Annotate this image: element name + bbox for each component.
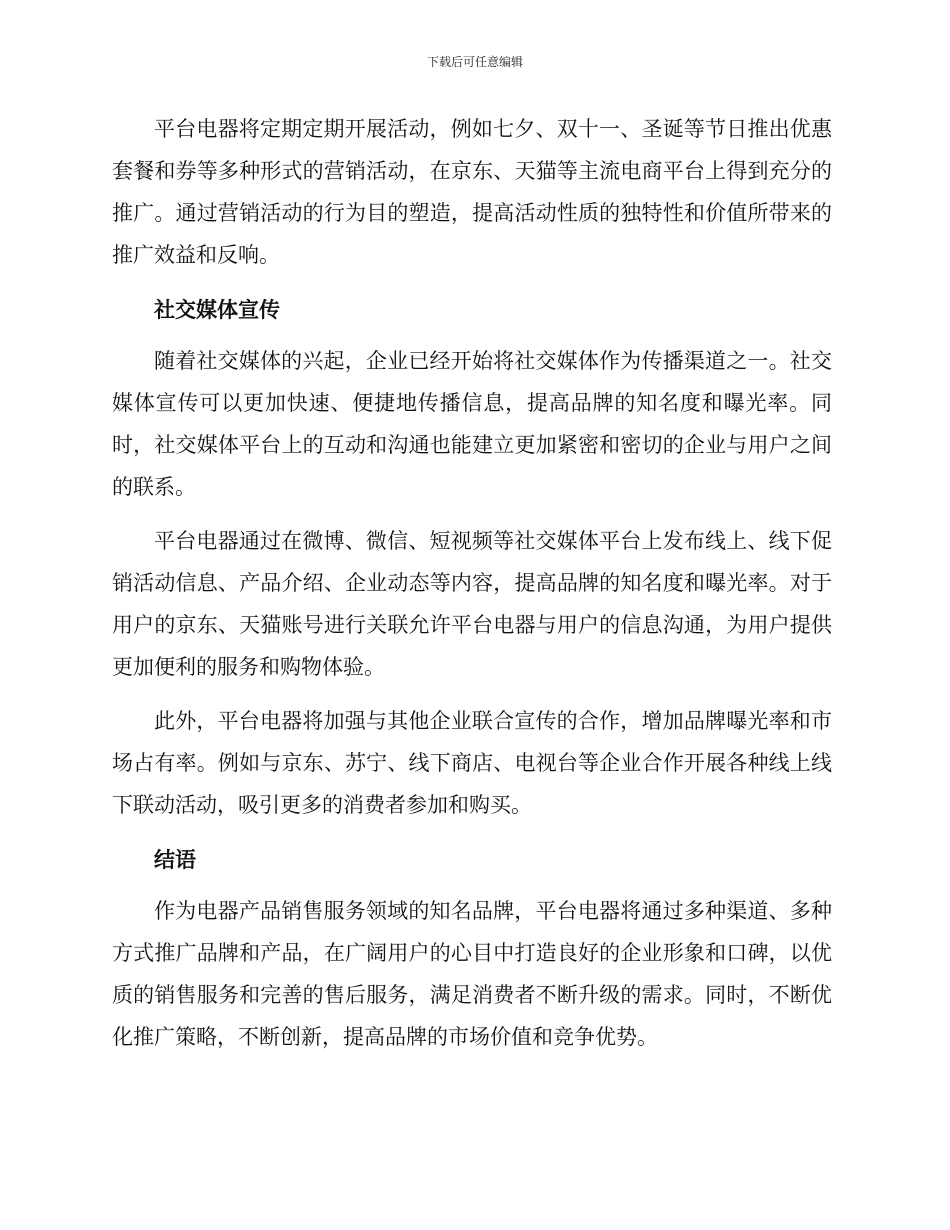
- section-heading-conclusion: 结语: [154, 847, 196, 872]
- paragraph-social-media-platforms: 平台电器通过在微博、微信、短视频等社交媒体平台上发布线上、线下促销活动信息、产品介绍、企业动态等内容，提高品牌的知名度和曝光率。对于用户的京东、天猫账号进行关联允许平台电器与用户的信息沟通，为用户提供更加便利的服务和购物体验。: [112, 529, 832, 679]
- page-header-note: 下载后可任意编辑: [426, 55, 523, 69]
- paragraph-social-media-intro: 随着社交媒体的兴起，企业已经开始将社交媒体作为传播渠道之一。社交媒体宣传可以更加快速、便捷地传播信息，提高品牌的知名度和曝光率。同时，社交媒体平台上的互动和沟通也能建立更加紧密和密切的企业与用户之间的联系。: [112, 349, 832, 499]
- paragraph-marketing-activities: 平台电器将定期定期开展活动，例如七夕、双十一、圣诞等节日推出优惠套餐和券等多种形式的营销活动，在京东、天猫等主流电商平台上得到充分的推广。通过营销活动的行为目的塑造，提高活动性质的独特性和价值所带来的推广效益和反响。: [112, 117, 832, 267]
- section-heading-social-media: 社交媒体宣传: [154, 297, 280, 322]
- paragraph-conclusion: 作为电器产品销售服务领域的知名品牌，平台电器将通过多种渠道、多种方式推广品牌和产品，在广阔用户的心目中打造良好的企业形象和口碑，以优质的销售服务和完善的售后服务，满足消费者不断升级的需求。同时，不断优化推广策略，不断创新，提高品牌的市场价值和竞争优势。: [112, 899, 832, 1049]
- document-body: [112, 108, 832, 1070]
- paragraph-joint-promotion: 此外，平台电器将加强与其他企业联合宣传的合作，增加品牌曝光率和市场占有率。例如与京东、苏宁、线下商店、电视台等企业合作开展各种线上线下联动活动，吸引更多的消费者参加和购买。: [112, 709, 832, 817]
